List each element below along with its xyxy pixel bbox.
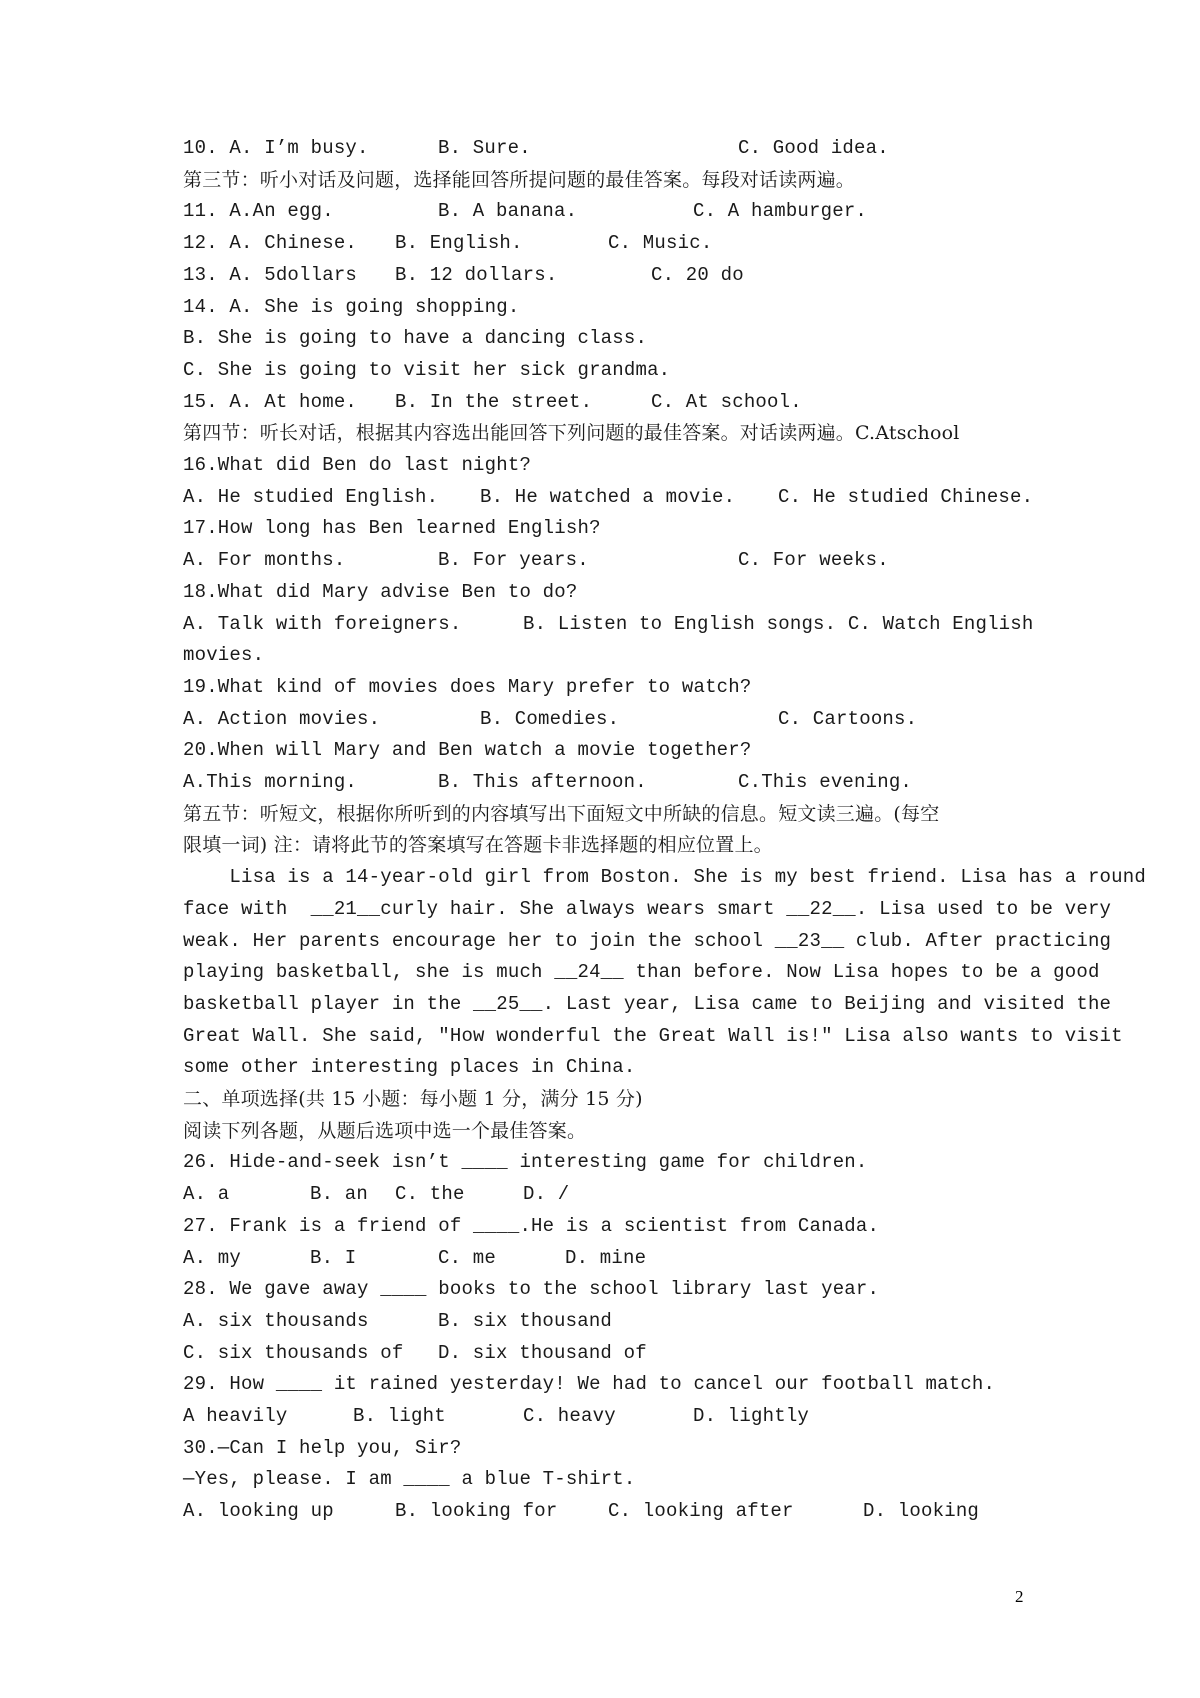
option-text: B. For years.: [438, 549, 589, 571]
option-text: C. A hamburger.: [693, 200, 868, 222]
option-text: A. Talk with foreigners.: [183, 613, 462, 635]
option-text: C. me: [438, 1247, 497, 1269]
option-text: B. This afternoon.: [438, 771, 647, 793]
option-text: B. I: [310, 1247, 357, 1269]
option-text: B. looking for: [395, 1500, 558, 1522]
text-line: 28. We gave away ____ books to the school library last year.: [183, 1278, 880, 1300]
text-line: 16.What did Ben do last night?: [183, 454, 532, 476]
option-text: C. Music.: [608, 232, 713, 254]
page-number: 2: [1015, 1587, 1024, 1606]
option-text: A. For months.: [183, 549, 346, 571]
option-text: A heavily: [183, 1405, 288, 1427]
option-text: C. At school.: [651, 391, 802, 413]
option-text: C. six thousands of: [183, 1342, 404, 1364]
option-text: D. six thousand of: [438, 1342, 647, 1364]
option-text: A. He studied English.: [183, 486, 439, 508]
text-line: 14. A. She is going shopping.: [183, 296, 520, 318]
option-text: B. He watched a movie.: [480, 486, 736, 508]
option-text: D. looking: [863, 1500, 980, 1522]
option-text: B. A banana.: [438, 200, 578, 222]
option-text: C. the: [395, 1183, 465, 1205]
text-line: 27. Frank is a friend of ____.He is a scientist from Canada.: [183, 1215, 880, 1237]
text-line: 阅读下列各题，从题后选项中选一个最佳答案。: [183, 1120, 587, 1142]
option-text: C. Cartoons.: [778, 708, 918, 730]
text-line: 30.—Can I help you, Sir?: [183, 1437, 462, 1459]
text-line: playing basketball, she is much __24__ than before. Now Lisa hopes to be a good: [183, 961, 1100, 983]
option-text: B. Sure.: [438, 137, 531, 159]
text-line: 18.What did Mary advise Ben to do?: [183, 581, 578, 603]
option-text: 13. A. 5dollars: [183, 264, 358, 286]
text-line: 二、单项选择(共 15 小题：每小题 1 分，满分 15 分): [183, 1088, 643, 1110]
option-text: B. an: [310, 1183, 369, 1205]
text-line: 第三节：听小对话及问题，选择能回答所提问题的最佳答案。每段对话读两遍。: [183, 169, 856, 191]
text-line: 第五节：听短文，根据你所听到的内容填写出下面短文中所缺的信息。短文读三遍。(每空: [183, 803, 940, 825]
option-text: D. mine: [565, 1247, 647, 1269]
option-text: 12. A. Chinese.: [183, 232, 358, 254]
option-text: B. In the street.: [395, 391, 593, 413]
option-text: A.This morning.: [183, 771, 358, 793]
option-text: B. Comedies.: [480, 708, 620, 730]
option-text: A. a: [183, 1183, 230, 1205]
option-text: A. six thousands: [183, 1310, 369, 1332]
option-text: C. 20 do: [651, 264, 744, 286]
text-line: 17.How long has Ben learned English?: [183, 517, 601, 539]
text-line: Great Wall. She said, "How wonderful the Great Wall is!" Lisa also wants to visit: [183, 1025, 1123, 1047]
option-text: A. my: [183, 1247, 242, 1269]
option-text: 10. A. I’m busy.: [183, 137, 369, 159]
option-text: D. /: [523, 1183, 570, 1205]
text-line: 20.When will Mary and Ben watch a movie together?: [183, 739, 752, 761]
option-text: A. looking up: [183, 1500, 334, 1522]
text-line: 26. Hide-and-seek isn’t ____ interesting game for children.: [183, 1151, 868, 1173]
option-text: B. six thousand: [438, 1310, 613, 1332]
text-line: movies.: [183, 644, 265, 666]
option-text: D. lightly: [693, 1405, 810, 1427]
option-text: C. Good idea.: [738, 137, 889, 159]
text-line: Lisa is a 14-year-old girl from Boston. She is my best friend. Lisa has a round: [183, 866, 1146, 888]
option-text: B. English.: [395, 232, 523, 254]
text-line: 29. How ____ it rained yesterday! We had to cancel our football match.: [183, 1373, 996, 1395]
option-text: C. looking after: [608, 1500, 794, 1522]
option-text: B. Listen to English songs. C. Watch English: [523, 613, 1034, 635]
text-line: some other interesting places in China.: [183, 1056, 636, 1078]
text-line: 第四节：听长对话，根据其内容选出能回答下列问题的最佳答案。对话读两遍。C.Atschool: [183, 422, 960, 444]
text-line: weak. Her parents encourage her to join the school __23__ club. After practicing: [183, 930, 1112, 952]
text-line: 19.What kind of movies does Mary prefer to watch?: [183, 676, 752, 698]
option-text: 15. A. At home.: [183, 391, 358, 413]
option-text: B. light: [353, 1405, 446, 1427]
option-text: C. He studied Chinese.: [778, 486, 1034, 508]
option-text: 11. A.An egg.: [183, 200, 334, 222]
option-text: C. For weeks.: [738, 549, 889, 571]
text-line: face with __21__curly hair. She always wears smart __22__. Lisa used to be very: [183, 898, 1112, 920]
option-text: C.This evening.: [738, 771, 913, 793]
text-line: C. She is going to visit her sick grandma.: [183, 359, 671, 381]
text-line: —Yes, please. I am ____ a blue T-shirt.: [183, 1468, 636, 1490]
text-line: 限填一词) 注：请将此节的答案填写在答题卡非选择题的相应位置上。: [183, 834, 773, 856]
option-text: A. Action movies.: [183, 708, 381, 730]
option-text: B. 12 dollars.: [395, 264, 558, 286]
text-line: B. She is going to have a dancing class.: [183, 327, 648, 349]
text-line: basketball player in the __25__. Last year, Lisa came to Beijing and visited the: [183, 993, 1112, 1015]
option-text: C. heavy: [523, 1405, 616, 1427]
